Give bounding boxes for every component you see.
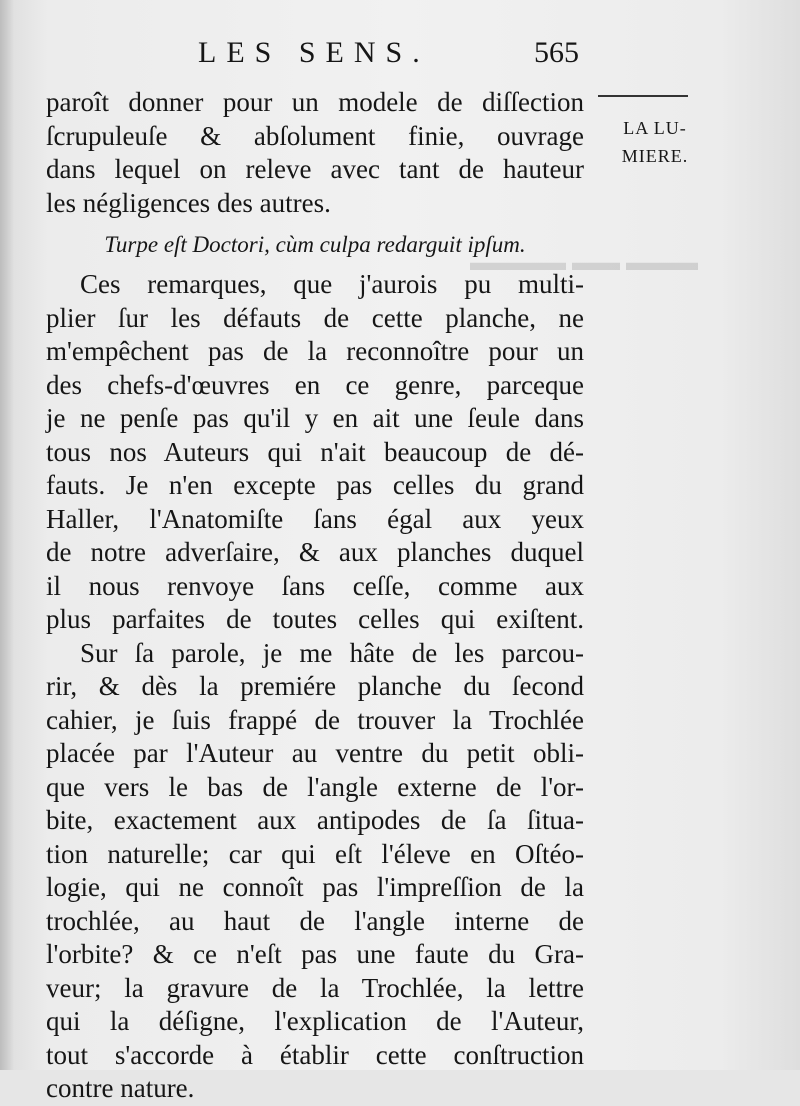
show-through-bleed: ▬▬▬ ▬▬ ▬▬▬▬ <box>470 250 698 276</box>
text-line: rir, & dès la premiére planche du ſecond <box>46 671 584 701</box>
text-line: fauts. Je n'en excepte pas celles du grand <box>46 470 584 500</box>
text-line: je ne penſe pas qu'il y en ait une ſeule dans <box>46 403 584 433</box>
margin-note-line: MIERE. <box>621 146 689 166</box>
text-line: Haller, l'Anatomiſte ſans égal aux yeux <box>46 503 584 534</box>
text-line: plier ſur les défauts de cette planche, ne <box>46 302 584 333</box>
margin-note-line: LA LU- <box>623 118 687 138</box>
text-line: paroît donner pour un modele de diſſection <box>46 87 584 117</box>
text-line: Ces remarques, que j'aurois pu multi- <box>80 269 584 299</box>
text-line: trochlée, au haut de l'angle interne de <box>46 905 584 936</box>
gutter-shadow <box>0 0 14 1070</box>
text-line: qui la déſigne, l'explication de l'Auteur, <box>46 1006 584 1036</box>
text-line: des chefs-d'œuvres en ce genre, parceque <box>46 369 584 400</box>
page-number: 565 <box>534 36 579 69</box>
text-line: tion naturelle; car qui eſt l'éleve en Oſtéo- <box>46 838 584 869</box>
margin-note <box>600 114 710 170</box>
text-line: cahier, je ſuis frappé de trouver la Trochlée <box>46 704 584 735</box>
text-line: plus parfaites de toutes celles qui exiſtent. <box>46 604 584 634</box>
text-line: ſcrupuleuſe & abſolument finie, ouvrage <box>46 120 584 151</box>
text-line: tous nos Auteurs qui n'ait beaucoup de dé- <box>46 436 584 467</box>
text-line: dans lequel on releve avec tant de hauteur <box>46 154 584 184</box>
text-line: placée par l'Auteur au ventre du petit obli- <box>46 738 584 768</box>
text-line: l'orbite? & ce n'eſt pas une faute du Gra- <box>46 939 584 969</box>
text-line: logie, qui ne connoît pas l'impreſſion de la <box>46 872 584 902</box>
margin-rule <box>598 95 688 97</box>
latin-quotation: Turpe eſt Doctori, cùm culpa redarguit ipſum. <box>104 232 526 257</box>
text-line: tout s'accorde à établir cette conſtruction <box>46 1039 584 1070</box>
text-line: les négligences des autres. <box>46 187 331 218</box>
text-line: Sur ſa parole, je me hâte de les parcou- <box>80 637 584 668</box>
text-line: bite, exactement aux antipodes de ſa ſitua- <box>46 805 584 835</box>
text-line: que vers le bas de l'angle externe de l'or- <box>46 771 584 802</box>
text-line: veur; la gravure de la Trochlée, la lettre <box>46 972 584 1003</box>
text-line: m'empêchent pas de la reconnoître pour un <box>46 336 584 366</box>
running-head: LES SENS. <box>198 36 430 69</box>
text-line: contre nature. <box>46 1073 195 1103</box>
main-text <box>46 86 584 1106</box>
text-line: il nous renvoye ſans ceſſe, comme aux <box>46 570 584 601</box>
text-line: de notre adverſaire, & aux planches duquel <box>46 537 584 567</box>
